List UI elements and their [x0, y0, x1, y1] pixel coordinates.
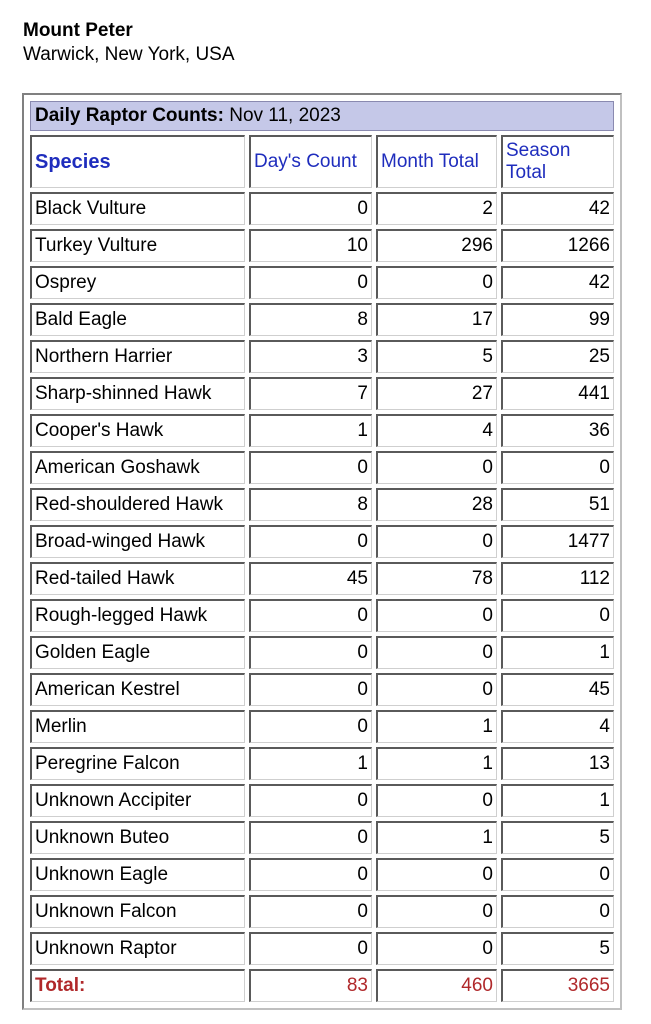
table-row — [30, 747, 614, 780]
table-title-row — [30, 101, 614, 131]
month-total-cell: 1 — [376, 747, 497, 780]
species-cell: Unknown Eagle — [30, 858, 245, 891]
table-row — [30, 340, 614, 373]
table-row — [30, 599, 614, 632]
month-total-cell: 0 — [376, 525, 497, 558]
table-row — [30, 414, 614, 447]
column-header-species: Species — [30, 135, 245, 188]
species-cell: Broad-winged Hawk — [30, 525, 245, 558]
season-total-cell: 42 — [501, 266, 614, 299]
season-total-cell: 0 — [501, 858, 614, 891]
season-total-cell: 0 — [501, 895, 614, 928]
species-cell: Cooper's Hawk — [30, 414, 245, 447]
column-header-season-total: Season Total — [501, 135, 614, 188]
month-total-cell: 17 — [376, 303, 497, 336]
season-total-cell: 0 — [501, 451, 614, 484]
season-total-cell: 13 — [501, 747, 614, 780]
table-row — [30, 488, 614, 521]
month-total-cell: 27 — [376, 377, 497, 410]
species-cell: Black Vulture — [30, 192, 245, 225]
species-cell: Red-shouldered Hawk — [30, 488, 245, 521]
month-total-cell: 1 — [376, 710, 497, 743]
table-row — [30, 192, 614, 225]
season-total-cell: 25 — [501, 340, 614, 373]
season-total-cell: 51 — [501, 488, 614, 521]
month-total-cell: 0 — [376, 266, 497, 299]
table-title-label: Daily Raptor Counts: — [35, 105, 224, 126]
species-cell: Unknown Buteo — [30, 821, 245, 854]
day-count-cell: 0 — [249, 858, 372, 891]
table-row — [30, 229, 614, 262]
report-date: Nov 11, 2023 — [229, 105, 341, 126]
day-count-cell: 0 — [249, 821, 372, 854]
species-cell: Osprey — [30, 266, 245, 299]
season-total-cell: 36 — [501, 414, 614, 447]
season-total-cell: 1 — [501, 784, 614, 817]
month-total-cell: 5 — [376, 340, 497, 373]
season-total-cell: 1 — [501, 636, 614, 669]
day-count-cell: 1 — [249, 747, 372, 780]
raptor-count-table — [26, 97, 618, 1006]
table-row — [30, 377, 614, 410]
table-row — [30, 525, 614, 558]
total-day-count: 83 — [249, 969, 372, 1002]
table-title — [30, 101, 614, 131]
column-header-row — [30, 135, 614, 188]
day-count-cell: 8 — [249, 488, 372, 521]
day-count-cell: 45 — [249, 562, 372, 595]
site-header — [23, 19, 235, 67]
table-row — [30, 784, 614, 817]
species-cell: Turkey Vulture — [30, 229, 245, 262]
day-count-cell: 0 — [249, 932, 372, 965]
site-location: Warwick, New York, USA — [23, 44, 235, 65]
day-count-cell: 0 — [249, 710, 372, 743]
species-cell: Merlin — [30, 710, 245, 743]
day-count-cell: 1 — [249, 414, 372, 447]
species-cell: Peregrine Falcon — [30, 747, 245, 780]
total-month: 460 — [376, 969, 497, 1002]
month-total-cell: 0 — [376, 451, 497, 484]
month-total-cell: 0 — [376, 932, 497, 965]
season-total-cell: 99 — [501, 303, 614, 336]
month-total-cell: 78 — [376, 562, 497, 595]
table-row — [30, 303, 614, 336]
day-count-cell: 0 — [249, 525, 372, 558]
season-total-cell: 42 — [501, 192, 614, 225]
season-total-cell: 1266 — [501, 229, 614, 262]
table-row — [30, 858, 614, 891]
month-total-cell: 0 — [376, 673, 497, 706]
month-total-cell: 0 — [376, 599, 497, 632]
month-total-cell: 1 — [376, 821, 497, 854]
day-count-cell: 0 — [249, 266, 372, 299]
species-cell: Bald Eagle — [30, 303, 245, 336]
day-count-cell: 3 — [249, 340, 372, 373]
day-count-cell: 7 — [249, 377, 372, 410]
season-total-cell: 1477 — [501, 525, 614, 558]
species-cell: Unknown Falcon — [30, 895, 245, 928]
month-total-cell: 0 — [376, 895, 497, 928]
season-total-cell: 5 — [501, 932, 614, 965]
season-total-cell: 5 — [501, 821, 614, 854]
month-total-cell: 0 — [376, 784, 497, 817]
season-total-cell: 441 — [501, 377, 614, 410]
species-cell: American Kestrel — [30, 673, 245, 706]
month-total-cell: 28 — [376, 488, 497, 521]
total-season: 3665 — [501, 969, 614, 1002]
table-row — [30, 673, 614, 706]
season-total-cell: 0 — [501, 599, 614, 632]
table-row — [30, 562, 614, 595]
total-label: Total: — [30, 969, 245, 1002]
site-name: Mount Peter — [23, 20, 133, 41]
species-cell: American Goshawk — [30, 451, 245, 484]
month-total-cell: 296 — [376, 229, 497, 262]
day-count-cell: 0 — [249, 451, 372, 484]
species-cell: Northern Harrier — [30, 340, 245, 373]
total-row — [30, 969, 614, 1002]
day-count-cell: 0 — [249, 599, 372, 632]
month-total-cell: 0 — [376, 636, 497, 669]
table-row — [30, 710, 614, 743]
day-count-cell: 8 — [249, 303, 372, 336]
column-header-day-count: Day's Count — [249, 135, 372, 188]
column-header-month-total: Month Total — [376, 135, 497, 188]
day-count-cell: 0 — [249, 895, 372, 928]
species-cell: Unknown Raptor — [30, 932, 245, 965]
table-row — [30, 821, 614, 854]
season-total-cell: 112 — [501, 562, 614, 595]
day-count-cell: 0 — [249, 192, 372, 225]
species-cell: Sharp-shinned Hawk — [30, 377, 245, 410]
species-cell: Red-tailed Hawk — [30, 562, 245, 595]
table-row — [30, 895, 614, 928]
table-row — [30, 636, 614, 669]
day-count-cell: 0 — [249, 673, 372, 706]
raptor-count-table-frame — [22, 93, 622, 1010]
table-row — [30, 451, 614, 484]
species-cell: Unknown Accipiter — [30, 784, 245, 817]
month-total-cell: 2 — [376, 192, 497, 225]
season-total-cell: 45 — [501, 673, 614, 706]
season-total-cell: 4 — [501, 710, 614, 743]
table-row — [30, 932, 614, 965]
species-cell: Golden Eagle — [30, 636, 245, 669]
month-total-cell: 4 — [376, 414, 497, 447]
table-row — [30, 266, 614, 299]
day-count-cell: 10 — [249, 229, 372, 262]
day-count-cell: 0 — [249, 636, 372, 669]
species-cell: Rough-legged Hawk — [30, 599, 245, 632]
month-total-cell: 0 — [376, 858, 497, 891]
day-count-cell: 0 — [249, 784, 372, 817]
